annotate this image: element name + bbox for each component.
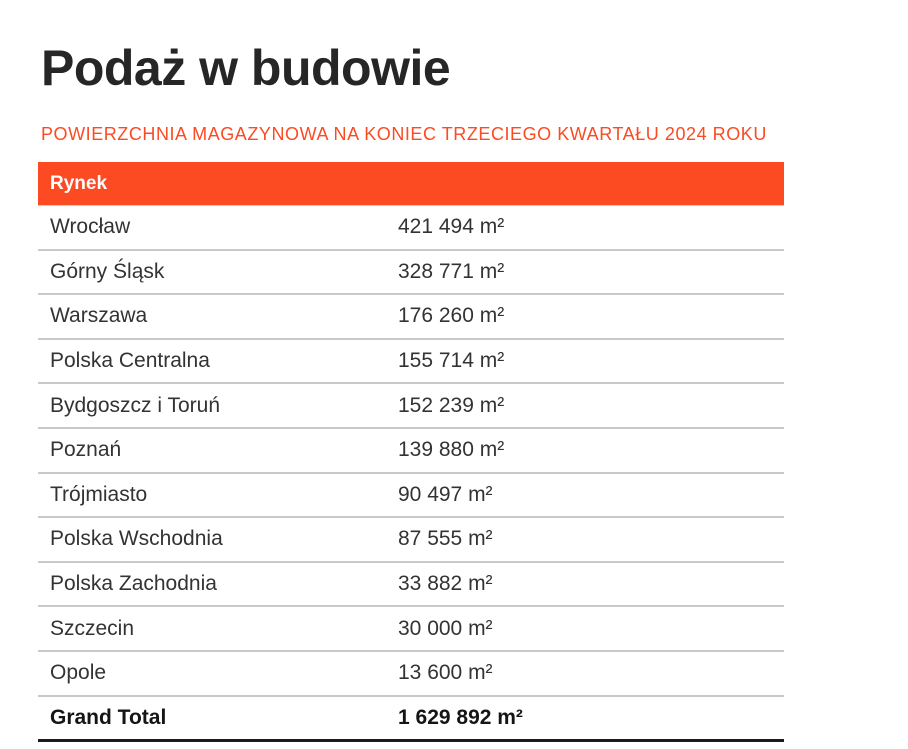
- market-area: 87 555 m²: [386, 517, 784, 562]
- market-name: Szczecin: [38, 606, 386, 651]
- market-name: Polska Centralna: [38, 339, 386, 384]
- market-area: 139 880 m²: [386, 428, 784, 473]
- table-row: [38, 206, 784, 250]
- market-name: Opole: [38, 651, 386, 696]
- market-area: 176 260 m²: [386, 294, 784, 339]
- market-area: 33 882 m²: [386, 562, 784, 607]
- table-row: [38, 473, 784, 518]
- market-name: Poznań: [38, 428, 386, 473]
- table-row: [38, 651, 784, 696]
- market-area: 152 239 m²: [386, 383, 784, 428]
- market-table-container: [38, 162, 784, 742]
- table-row: [38, 562, 784, 607]
- table-row: [38, 294, 784, 339]
- market-area: 13 600 m²: [386, 651, 784, 696]
- column-header-area: [386, 162, 784, 206]
- page-title: Podaż w budowie: [41, 40, 451, 96]
- table-header-row: [38, 162, 784, 206]
- market-area: 421 494 m²: [386, 206, 784, 250]
- grand-total-area: 1 629 892 m²: [386, 696, 784, 741]
- table-row: [38, 383, 784, 428]
- market-name: Wrocław: [38, 206, 386, 250]
- market-table: [38, 162, 784, 742]
- column-header-market: Rynek: [38, 162, 386, 206]
- market-area: 30 000 m²: [386, 606, 784, 651]
- table-row: [38, 428, 784, 473]
- table-row: [38, 250, 784, 295]
- table-row: [38, 339, 784, 384]
- grand-total-label: Grand Total: [38, 696, 386, 741]
- market-name: Polska Wschodnia: [38, 517, 386, 562]
- grand-total-row: [38, 696, 784, 741]
- market-name: Warszawa: [38, 294, 386, 339]
- market-name: Bydgoszcz i Toruń: [38, 383, 386, 428]
- table-row: [38, 517, 784, 562]
- market-area: 328 771 m²: [386, 250, 784, 295]
- table-row: [38, 606, 784, 651]
- market-area: 155 714 m²: [386, 339, 784, 384]
- market-name: Polska Zachodnia: [38, 562, 386, 607]
- market-area: 90 497 m²: [386, 473, 784, 518]
- market-name: Trójmiasto: [38, 473, 386, 518]
- market-name: Górny Śląsk: [38, 250, 386, 295]
- page-subtitle: POWIERZCHNIA MAGAZYNOWA NA KONIEC TRZECIEGO KWARTAŁU 2024 ROKU: [41, 124, 767, 144]
